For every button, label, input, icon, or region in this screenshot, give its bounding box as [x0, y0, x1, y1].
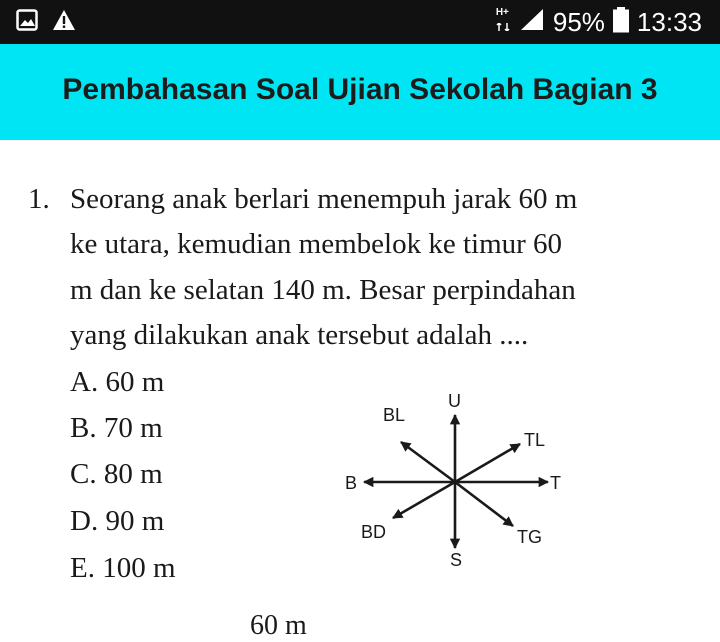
compass-label-southwest: BD [361, 522, 387, 542]
warning-icon [52, 9, 76, 36]
compass-label-north: U [448, 391, 461, 411]
option-e: E. 100 m [70, 552, 176, 584]
question-content [0, 140, 720, 641]
signal-icon [519, 8, 545, 37]
option-d: D. 90 m [70, 505, 165, 537]
compass-label-southeast: TG [517, 527, 542, 547]
status-bar-right [496, 0, 702, 44]
question-line-3: m dan ke selatan 140 m. Besar perpindahan [70, 274, 576, 306]
compass-label-east: T [550, 473, 561, 493]
compass-label-west: B [345, 473, 358, 493]
compass-diagram [330, 388, 570, 568]
cut-off-text: 60 m [250, 610, 307, 641]
question-line-2: ke utara, kemudian membelok ke timur 60 [70, 228, 563, 260]
compass-label-northeast: TL [524, 430, 546, 450]
app-header [0, 44, 720, 140]
option-b: B. 70 m [70, 412, 163, 444]
question-line-1: Seorang anak berlari menempuh jarak 60 m [70, 183, 578, 215]
compass-label-northwest: BL [383, 405, 406, 425]
option-a: A. 60 m [70, 366, 165, 398]
compass-label-south: S [450, 550, 463, 568]
status-bar-left [16, 9, 76, 36]
option-c: C. 80 m [70, 458, 163, 490]
page-title: Pembahasan Soal Ujian Sekolah Bagian 3 [62, 73, 658, 106]
question-number: 1. [28, 183, 50, 215]
arrow-southwest [393, 482, 455, 518]
arrow-northwest [401, 442, 455, 482]
network-icon [496, 8, 511, 36]
status-bar [0, 0, 720, 44]
image-notification-icon [16, 9, 38, 36]
question-line-4: yang dilakukan anak tersebut adalah .... [70, 319, 529, 351]
battery-percent: 95% [552, 6, 605, 37]
arrow-northeast [455, 444, 520, 482]
network-type-label: H+ [495, 7, 509, 18]
clock: 13:33 [636, 6, 702, 37]
battery-icon [613, 7, 629, 38]
arrow-southeast [455, 482, 513, 526]
